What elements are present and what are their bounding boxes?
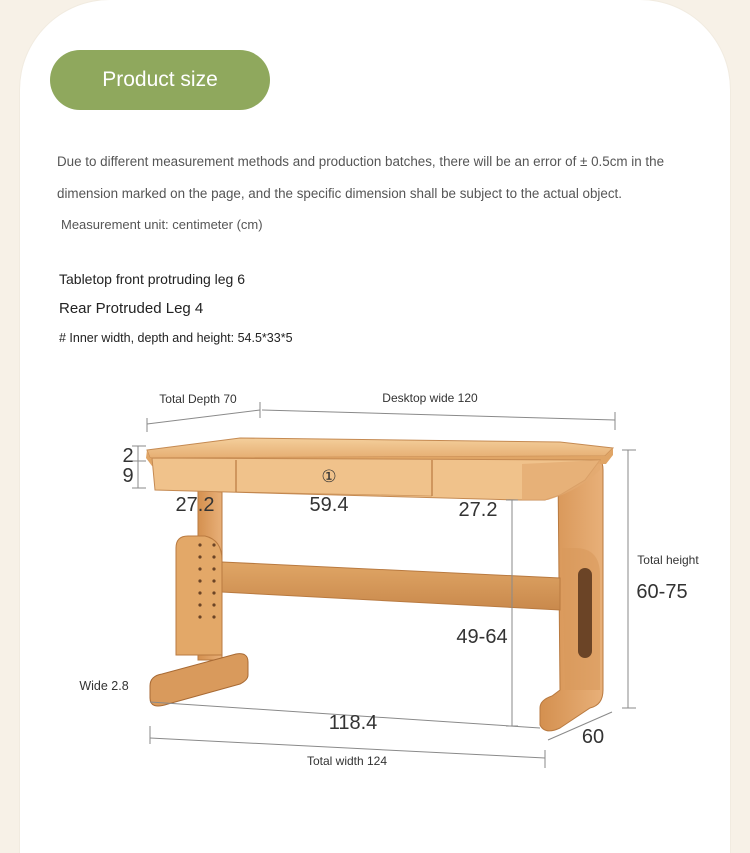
drawer-height-value: 9 <box>122 465 134 487</box>
right-panel-width-value: 27.2 <box>458 499 498 521</box>
total-width-label: Total width 124 <box>306 754 388 768</box>
spec-front-protrusion: Tabletop front protruding leg 6 <box>59 271 246 287</box>
spec-rear-protrusion: Rear Protruded Leg 4 <box>59 300 204 317</box>
drawer-width-value: 59.4 <box>309 494 349 516</box>
left-panel-width-value: 27.2 <box>175 494 215 516</box>
leg-width-label: Wide 2.8 <box>79 679 129 693</box>
total-depth-label: Total Depth 70 <box>159 392 237 406</box>
right-leg-slot <box>578 568 592 658</box>
inner-width-value: 118.4 <box>328 712 378 734</box>
notice-line-2: dimension marked on the page, and the specific dimension shall be subject to the actual object. <box>57 186 622 201</box>
spec-inner-dimensions: # Inner width, depth and height: 54.5*33*5 <box>59 331 293 345</box>
left-leg-panel <box>176 536 222 655</box>
desktop-width-label: Desktop wide 120 <box>382 391 478 405</box>
desk-illustration <box>146 438 613 731</box>
tabletop-surface <box>147 438 613 458</box>
total-height-value: 60-75 <box>636 581 688 603</box>
leg-height-value: 49-64 <box>456 626 508 648</box>
measurement-unit: Measurement unit: centimeter (cm) <box>61 217 263 232</box>
notice-line-1: Due to different measurement methods and production batches, there will be an error of ± 0.5cm in the <box>57 154 665 169</box>
tabletop-thickness-value: 2 <box>122 445 134 467</box>
total-height-label: Total height <box>637 553 699 567</box>
drawer-marker: ① <box>321 467 337 486</box>
section-title-badge: Product size <box>50 50 270 110</box>
stretcher-rail <box>222 562 560 610</box>
base-depth-value: 60 <box>581 726 605 748</box>
left-leg-foot <box>150 654 248 706</box>
